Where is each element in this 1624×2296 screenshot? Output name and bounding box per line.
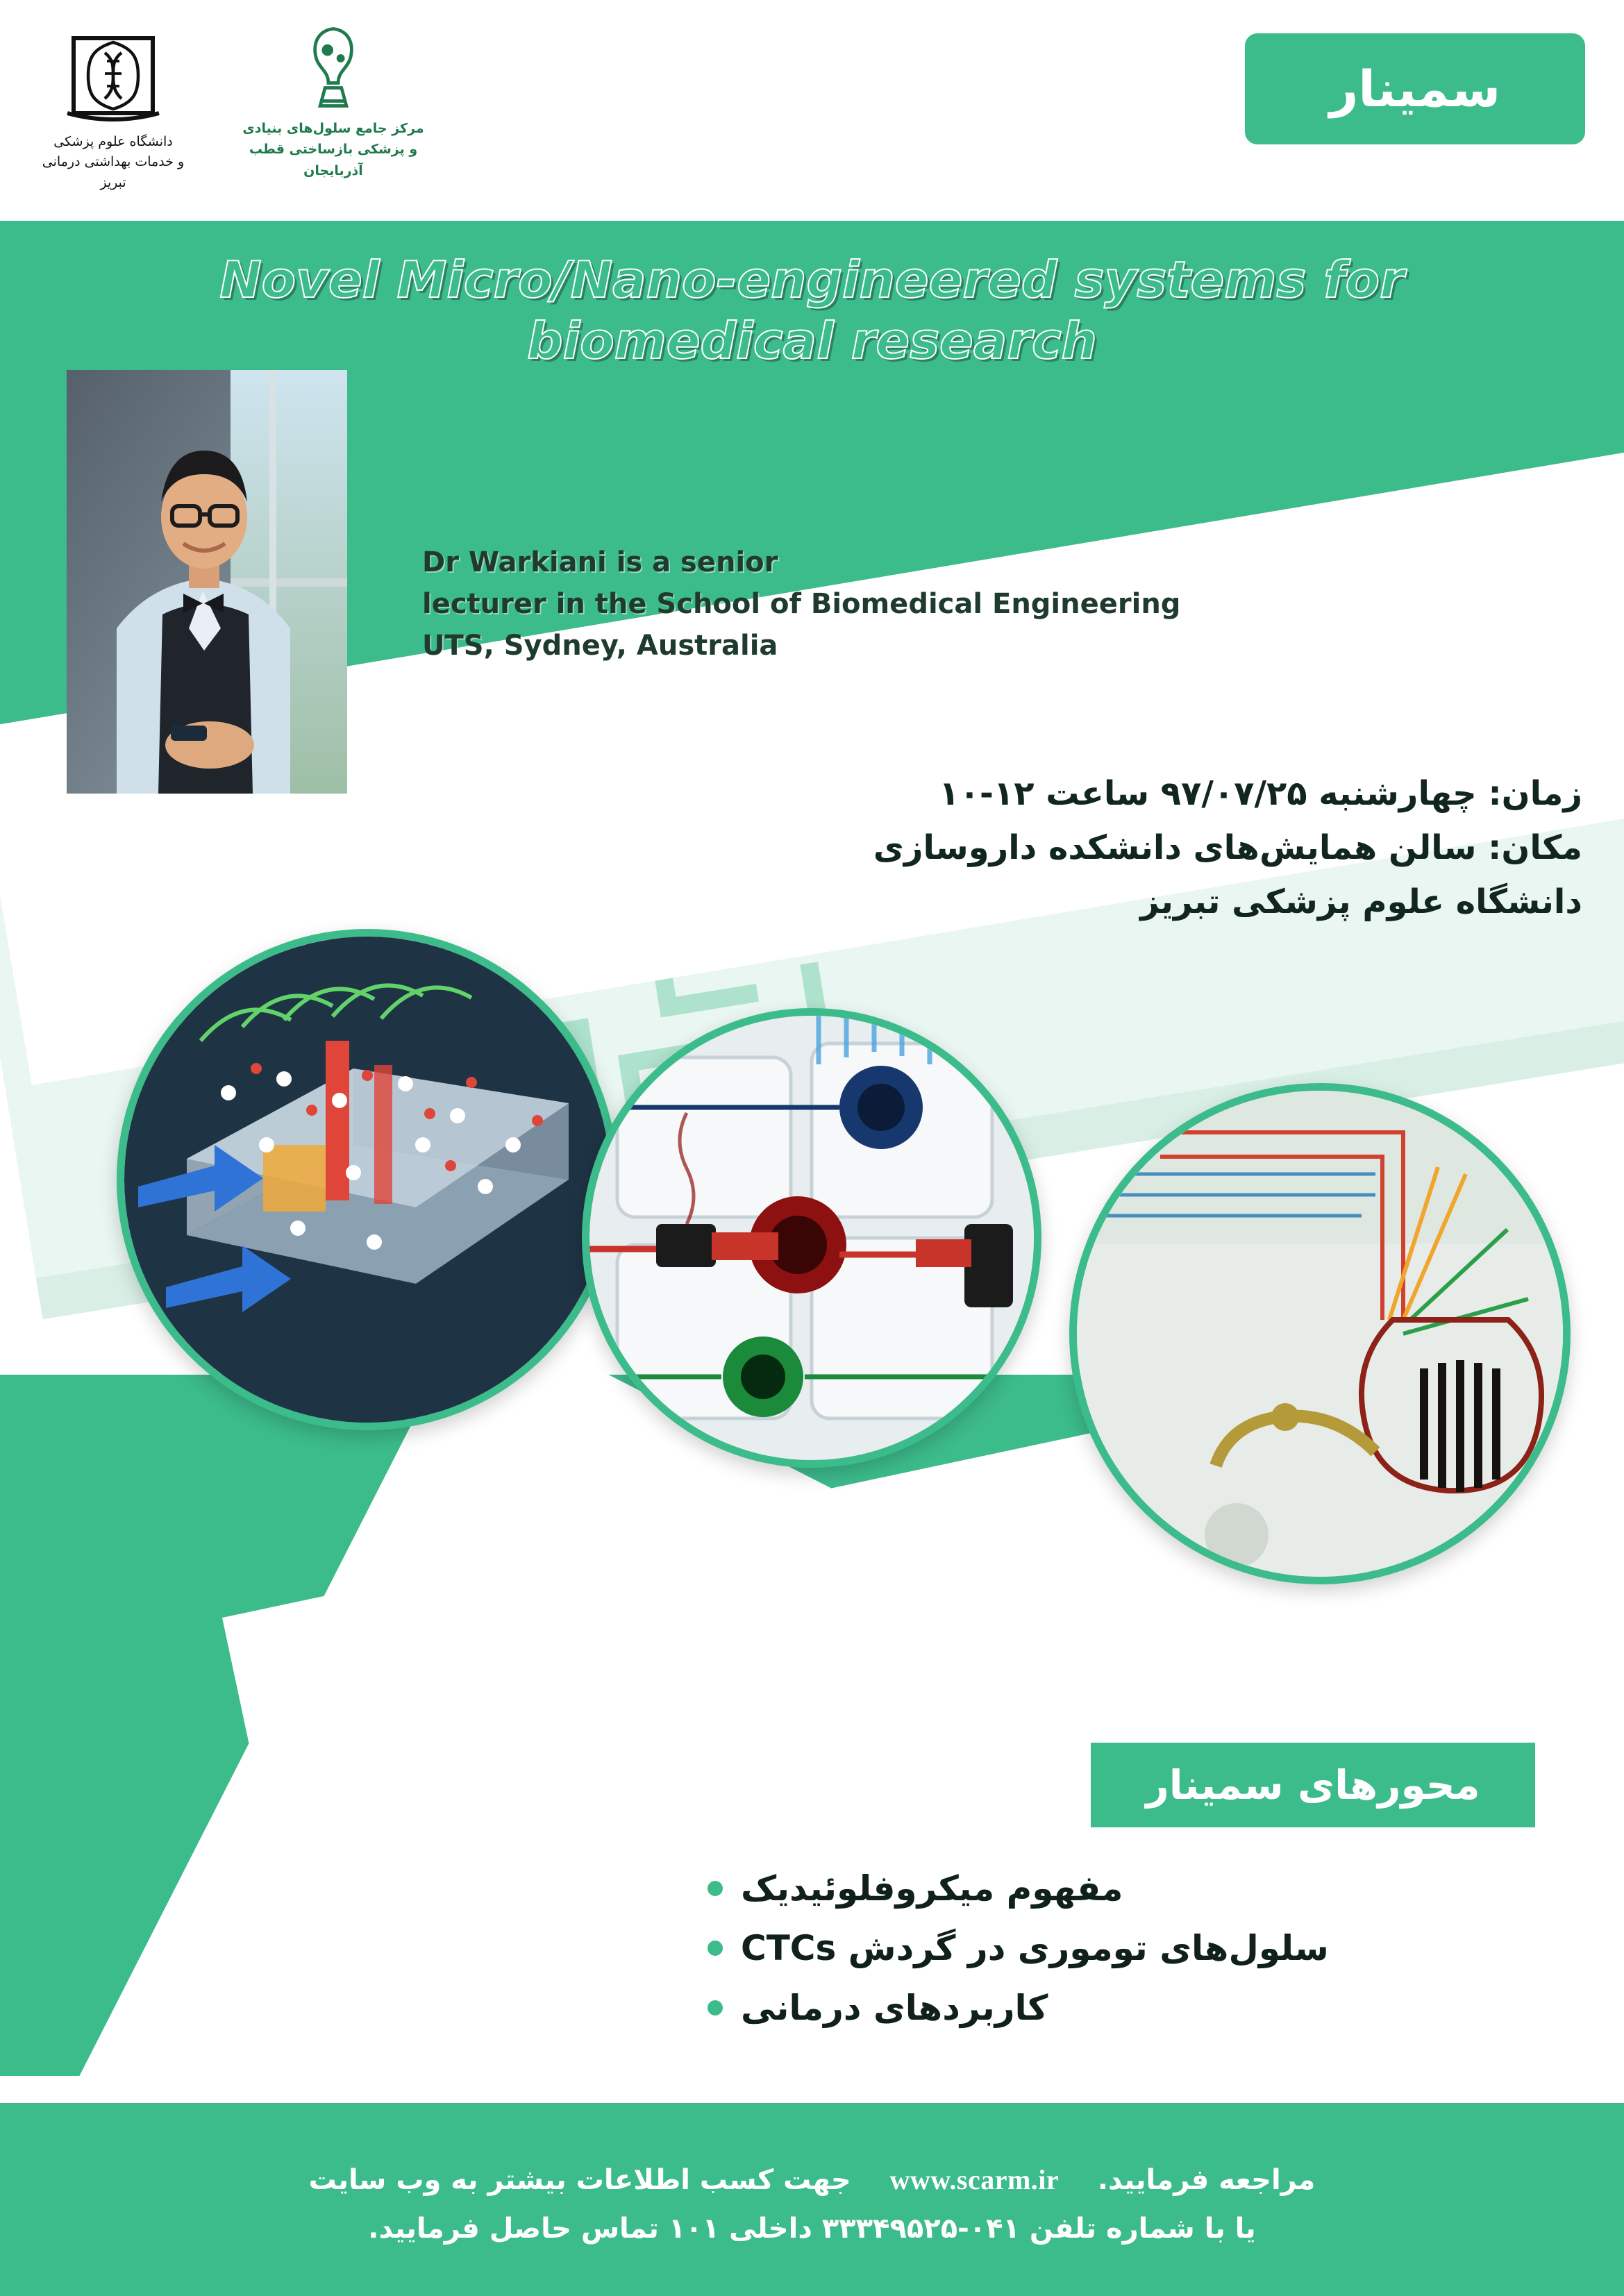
speaker-photo — [67, 370, 347, 794]
topic-label: سلول‌های توموری در گردش CTCs — [741, 1928, 1329, 1968]
footer-line-1-prefix: مراجعه فرمایید. — [1097, 2164, 1316, 2196]
stem-cell-center-caption: مرکز جامع سلول‌های بنیادی و پزشکی بازساختی قطب آذربایجان — [242, 121, 424, 178]
speaker-portrait-illustration — [67, 370, 347, 794]
list-item — [708, 1868, 1527, 1909]
title-line-1: Novel Micro/Nano-engineered systems for — [219, 251, 1405, 309]
list-item — [708, 1987, 1527, 2029]
footer-line-1 — [0, 2156, 1624, 2204]
figure-microfluidic-chip-3d-render — [117, 929, 618, 1430]
page-title — [0, 250, 1624, 372]
footer-line-2: یا با شماره تلفن ۰۴۱-۳۳۳۴۹۵۲۵ داخلی ۱۰۱ تماس حاصل فرمایید. — [368, 2213, 1256, 2245]
university-logo-caption: دانشگاه علوم پزشکی و خدمات بهداشتی درمانی تبریز — [42, 134, 185, 190]
event-place-line-1: مکان: سالن همایش‌های دانشکده داروسازی — [873, 828, 1582, 867]
figure-spiral-microfluidic-device — [1069, 1083, 1571, 1584]
speaker-bio-line-3: UTS, Sydney, Australia — [422, 630, 778, 662]
speaker-bio — [422, 542, 1394, 667]
speaker-bio-line-2: lecturer in the School of Biomedical Engineering — [422, 588, 1181, 620]
footer-line-1-suffix: جهت کسب اطلاعات بیشتر به وب سایت — [308, 2164, 851, 2196]
spiral-microfluidic-device-icon — [1077, 1091, 1563, 1577]
bullet-icon — [708, 1881, 723, 1896]
topic-label: مفهوم میکروفلوئیدیک — [741, 1868, 1123, 1909]
seminar-badge — [1245, 33, 1585, 144]
organ-on-chip-well-plate-icon — [589, 1016, 1034, 1460]
stem-cell-center-logo — [229, 22, 437, 231]
event-time: زمان: چهارشنبه ۹۷/۰۷/۲۵ ساعت ۱۲-۱۰ — [939, 774, 1582, 813]
topics-list — [708, 1868, 1527, 2047]
bullet-icon — [708, 2000, 723, 2016]
topic-label: کاربردهای درمانی — [741, 1988, 1048, 2028]
stem-cell-flask-logo-icon — [292, 22, 375, 112]
seminar-badge-label: سمینار — [1329, 60, 1501, 118]
bullet-icon — [708, 1941, 723, 1956]
university-logo — [33, 19, 193, 228]
website-link[interactable]: www.scarm.ir — [889, 2164, 1060, 2195]
topics-heading-badge — [1091, 1743, 1535, 1827]
title-line-2: biomedical research — [527, 311, 1097, 370]
footer-contact — [0, 2156, 1624, 2253]
topics-heading-label: محورهای سمینار — [1146, 1761, 1480, 1809]
event-details — [666, 767, 1582, 929]
figure-organ-on-chip-well-plate — [582, 1008, 1041, 1468]
book-dna-logo-icon — [61, 24, 165, 128]
event-place-line-2: دانشگاه علوم پزشکی تبریز — [1140, 882, 1582, 921]
list-item — [708, 1927, 1527, 1969]
speaker-bio-line-1: Dr Warkiani is a senior — [422, 546, 778, 578]
microfluidic-chip-3d-render-icon — [124, 937, 610, 1423]
